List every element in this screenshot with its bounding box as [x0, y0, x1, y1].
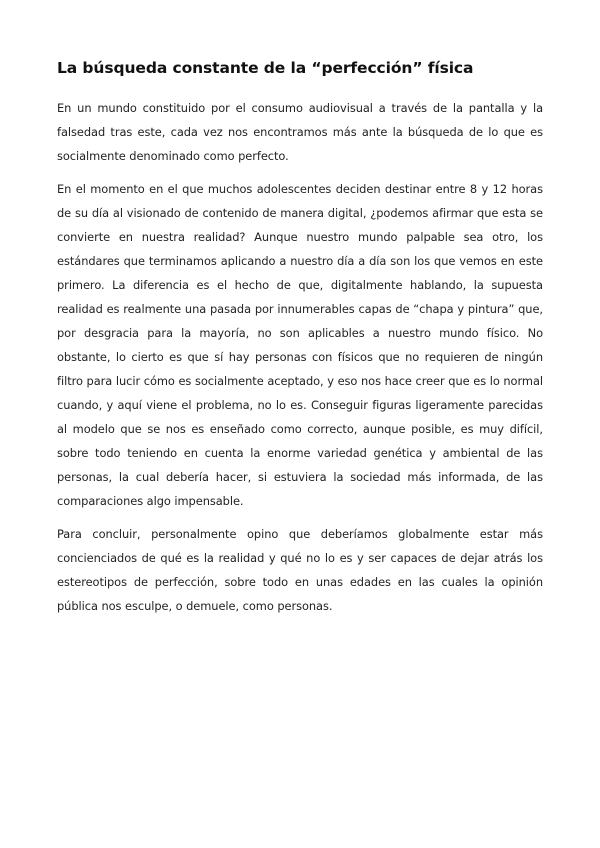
paragraph-intro: En un mundo constituido por el consumo audiovisual a través de la pantalla y la falsedad tras este, cada vez nos encontramos más ante la búsqueda de lo que es socialmente denominado como perfecto. [57, 101, 543, 163]
paragraph-body: En el momento en el que muchos adolescentes deciden destinar entre 8 y 12 horas de su día al visionado de contenido de manera digital, ¿podemos afirmar que esta se convierte en nuestra realidad? Aunque nuestro mundo palpable sea otro, los estándares que terminamos aplicando a nuestro día a día son los que vemos en este primero. La diferencia es el hecho de que, digitalmente hablando, la supuesta realidad es realmente una pasada por innumerables capas de “chapa y pintura” que, por desgracia para la mayoría, no son aplicables a nuestro mundo físico. No obstante, lo cierto es que sí hay personas con físicos que no requieren de ningún filtro para lucir cómo es socialmente aceptado, y eso nos hace creer que es lo normal cuando, y aquí viene el problema, no lo es. Conseguir figuras ligeramente parecidas al modelo que se nos es enseñado como correcto, aunque posible, es muy difícil, sobre todo teniendo en cuenta la enorme variedad genética y ambiental de las personas, la cual debería hacer, si estuviera la sociedad más informada, de las comparaciones algo impensable. [57, 182, 543, 508]
paragraph-conclusion: Para concluir, personalmente opino que deberíamos globalmente estar más concienciados de qué es la realidad y qué no lo es y ser capaces de dejar atrás los estereotipos de perfección, sobre todo en unas edades en las cuales la opinión pública nos esculpe, o demuele, como personas. [57, 527, 543, 613]
document-title: La búsqueda constante de la “perfección” física [57, 59, 474, 77]
document-body [57, 58, 543, 627]
